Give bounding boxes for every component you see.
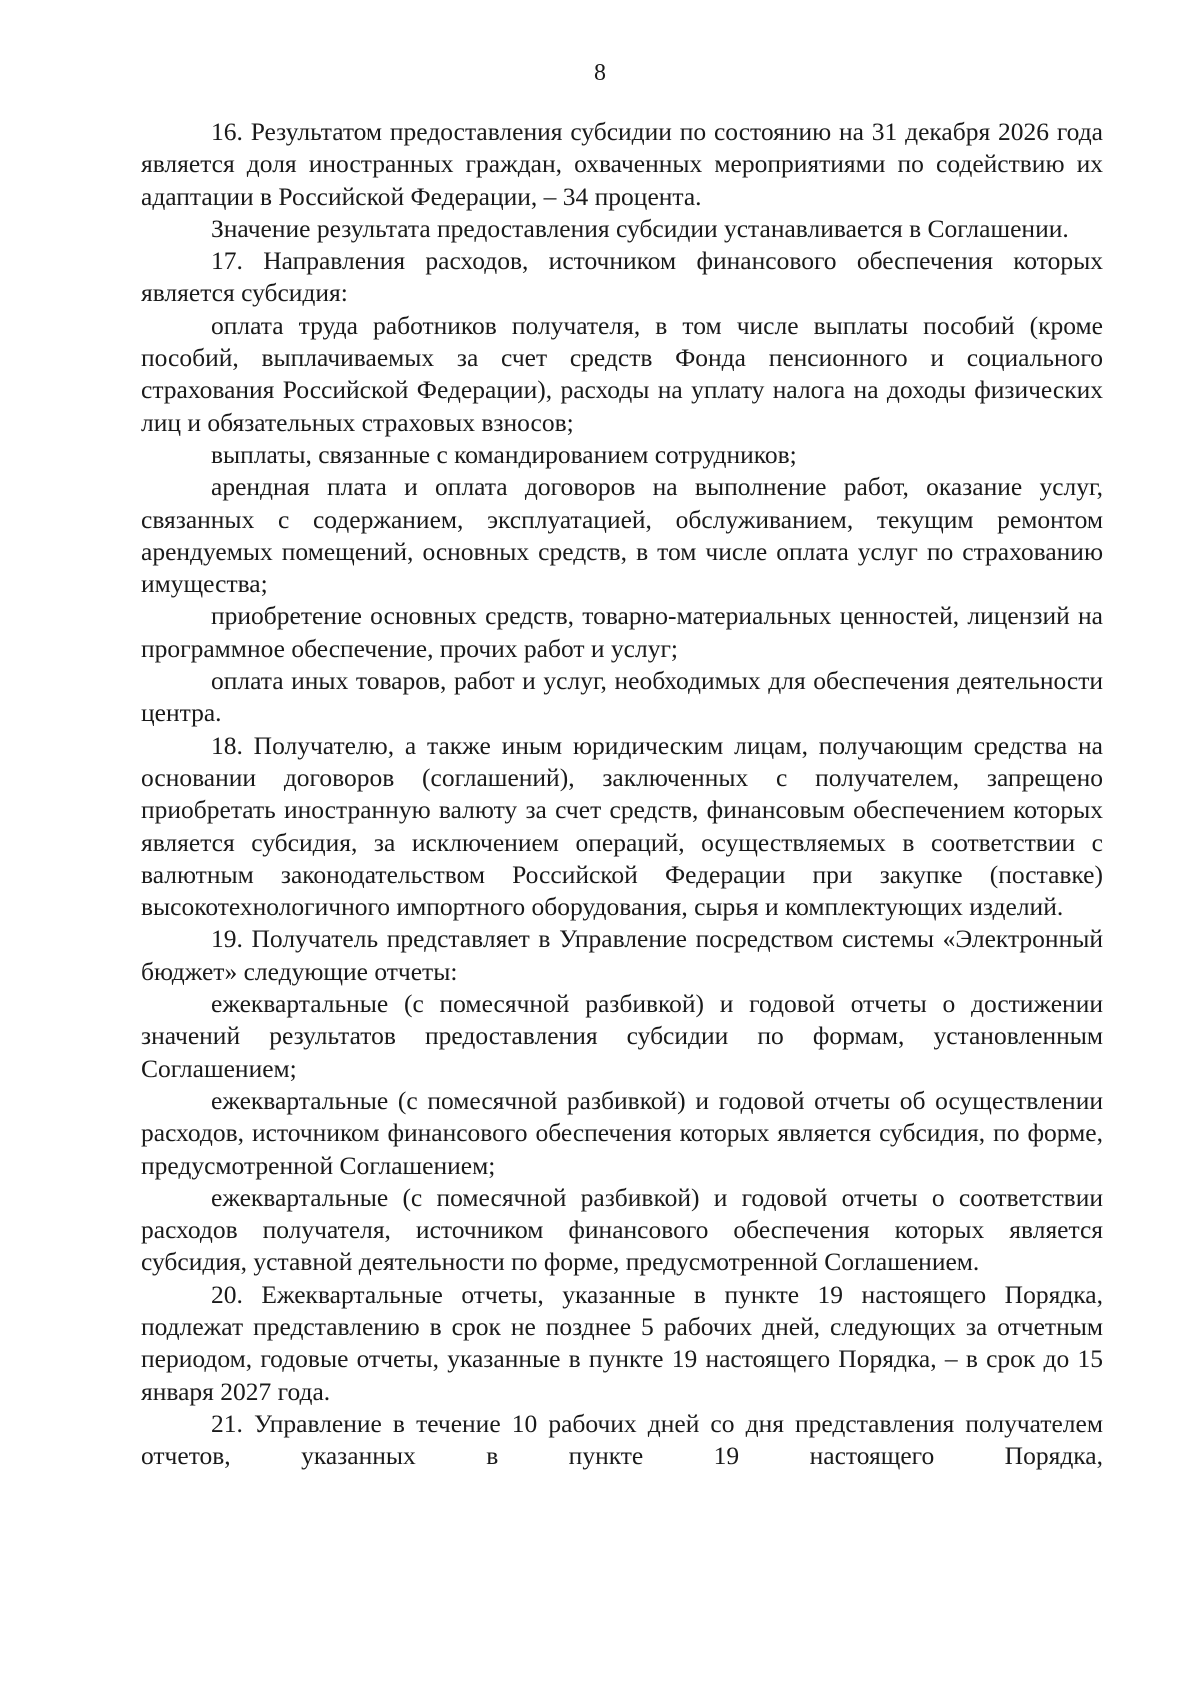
page-number: 8 [594, 60, 606, 86]
document-body [141, 116, 1103, 1472]
paragraph-17: 17. Направления расходов, источником финансового обеспечения которых является субсидия: [141, 246, 1103, 308]
paragraph-19-report-results: ежеквартальные (с помесячной разбивкой) и годовой отчеты о достижении значений результатов предоставления субсидии по формам, установленным Соглашением; [141, 989, 1103, 1083]
paragraph-18: 18. Получателю, а также иным юридическим лицам, получающим средства на основании договоров (соглашений), заключенных с получателем, запрещено приобретать иностранную валюту за счет средств, финансовым обеспечением которых является субсидия, за исключением операций, осуществляемых в соответствии с валютным законодательством Российской Федерации при закупке (поставке) высокотехнологичного импортного оборудования, сырья и комплектующих изделий. [141, 730, 1103, 922]
paragraph-17-item-travel: выплаты, связанные с командированием сотрудников; [211, 439, 797, 469]
paragraph-17-item-other: оплата иных товаров, работ и услуг, необходимых для обеспечения деятельности центра. [141, 666, 1103, 728]
paragraph-19-report-compliance: ежеквартальные (с помесячной разбивкой) и годовой отчеты о соответствии расходов получателя, источником финансового обеспечения которых является субсидия, уставной деятельности по форме, предусмотренной Соглашением. [141, 1182, 1103, 1277]
paragraph-16: 16. Результатом предоставления субсидии по состоянию на 31 декабря 2026 года является доля иностранных граждан, охваченных мероприятиями по содействию их адаптации в Российской Федерации, – 34 процента. [141, 117, 1103, 211]
paragraph-17-item-assets: приобретение основных средств, товарно-материальных ценностей, лицензий на программное обеспечение, прочих работ и услуг; [141, 601, 1103, 663]
paragraph-17-item-labor: оплата труда работников получателя, в том числе выплаты пособий (кроме пособий, выплачиваемых за счет средств Фонда пенсионного и социального страхования Российской Федерации), расходы на уплату налога на доходы физических лиц и обязательных страховых взносов; [141, 310, 1103, 437]
paragraph-17-item-rent: арендная плата и оплата договоров на выполнение работ, оказание услуг, связанных с содержанием, эксплуатацией, обслуживанием, текущим ремонтом арендуемых помещений, основных средств, в том числе оплата услуг по страхованию имущества; [141, 472, 1103, 599]
paragraph-21: 21. Управление в течение 10 рабочих дней со дня представления получателем отчетов, указанных в пункте 19 настоящего Порядка, [141, 1408, 1103, 1471]
paragraph-16-value: Значение результата предоставления субсидии устанавливается в Соглашении. [211, 213, 1069, 243]
paragraph-19-report-expenses: ежеквартальные (с помесячной разбивкой) и годовой отчеты об осуществлении расходов, источником финансового обеспечения которых является субсидия, по форме, предусмотренной Соглашением; [141, 1085, 1103, 1180]
paragraph-20: 20. Ежеквартальные отчеты, указанные в пункте 19 настоящего Порядка, подлежат представлению в срок не позднее 5 рабочих дней, следующих за отчетным периодом, годовые отчеты, указанные в пункте 19 настоящего Порядка, – в срок до 15 января 2027 года. [141, 1279, 1103, 1406]
paragraph-19: 19. Получатель представляет в Управление посредством системы «Электронный бюджет» следующие отчеты: [141, 924, 1103, 986]
